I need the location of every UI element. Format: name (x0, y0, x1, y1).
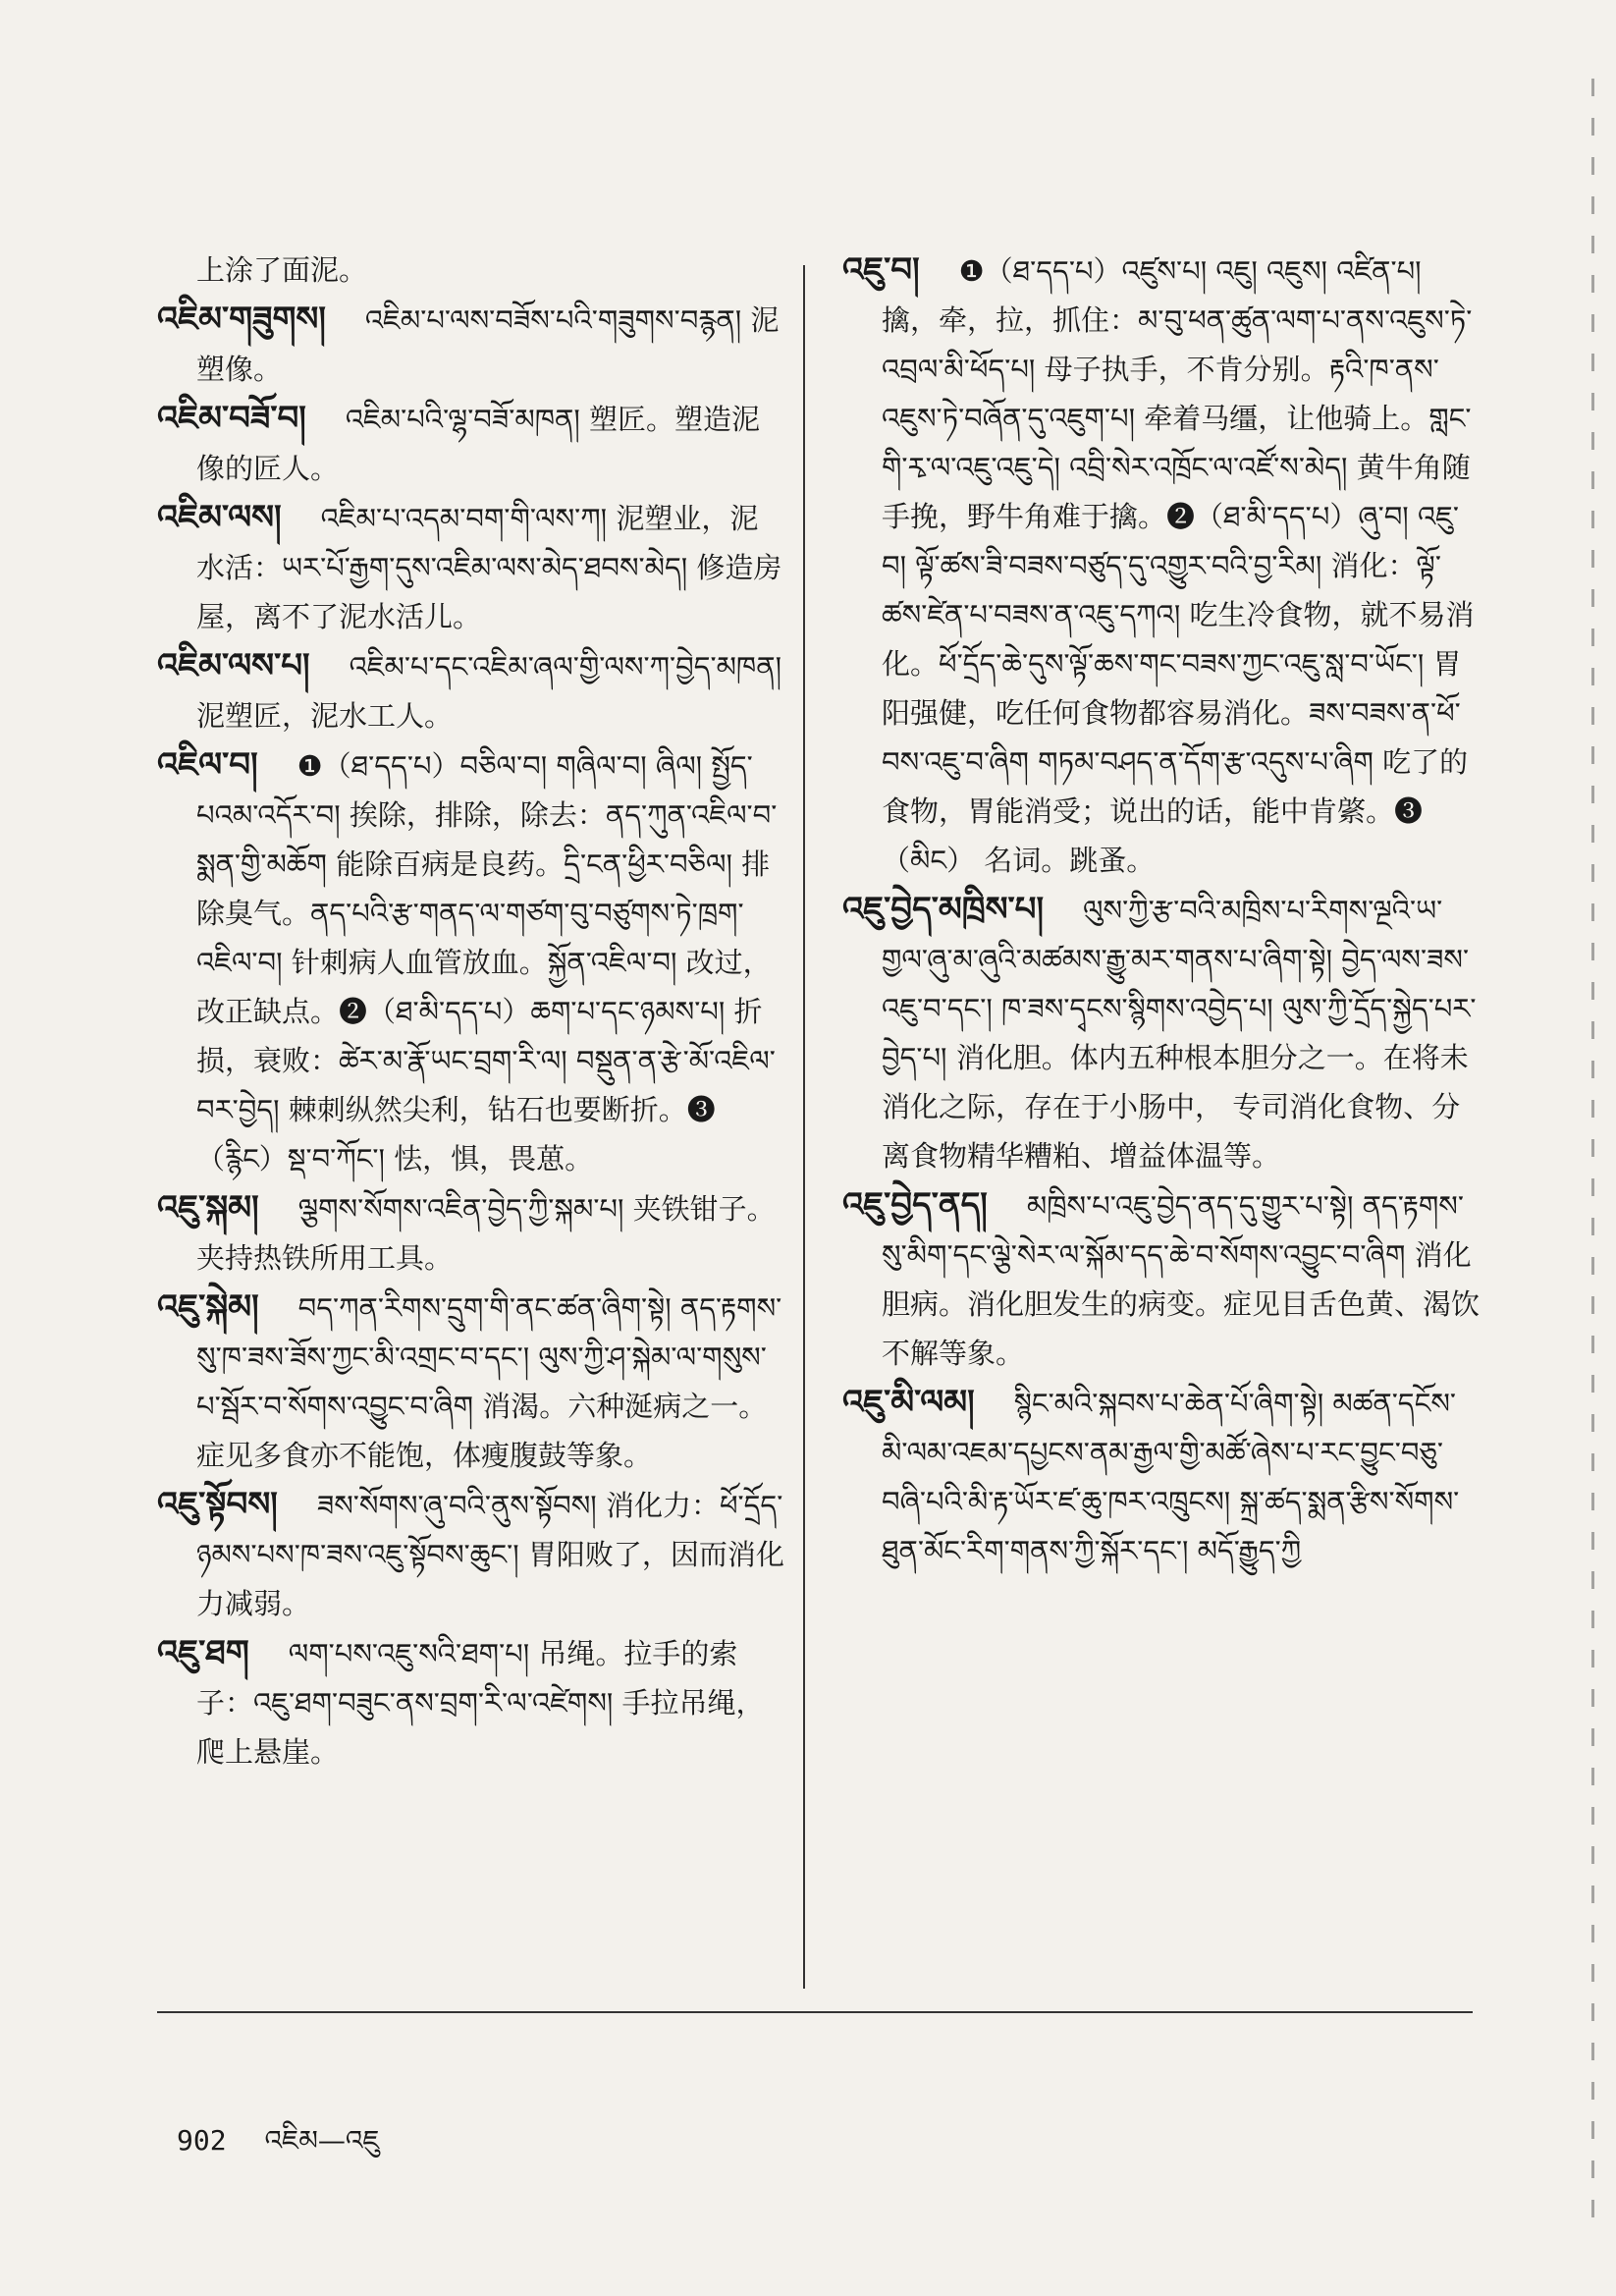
dictionary-entry (842, 885, 1481, 1180)
entry-headword: འཇིམ་ལས་པ། (157, 646, 310, 685)
dictionary-entry (157, 740, 785, 1183)
dictionary-entry (157, 641, 785, 740)
entry-headword: འཇུ་བ། (842, 250, 920, 290)
entry-definition: འཇིམ་པ་དང་འཇིམ་ཞལ་གྱི་ལས་ཀ་བྱེད་མཁན། 泥塑匠，泥水工人。 (196, 650, 782, 733)
dictionary-entry (157, 493, 785, 641)
entry-definition: འཇིམ་པའི་ལྷ་བཟོ་མཁན། 塑匠。塑造泥像的匠人。 (196, 403, 760, 485)
entry-headword: འཇིམ་གཟུགས། (157, 300, 326, 339)
entry-definition: ལྕགས་སོགས་འཇིན་བྱེད་ཀྱི་སྐམ་པ། 夹铁钳子。夹持热铁所用工具。 (196, 1192, 776, 1275)
dictionary-entry (157, 1183, 785, 1283)
entry-headword: འཇུ་སྐེམ། (157, 1287, 259, 1327)
entry-headword: འཇུ་མི་ལམ། (842, 1383, 975, 1422)
page-footer (177, 2109, 380, 2187)
dictionary-entry (157, 1480, 785, 1628)
entry-definition: མཁྲིས་པ་འཇུ་བྱེད་ནད་དུ་གྱུར་པ་སྟེ། ནད་རྟགས་སུ་མིག་དང་ལྕེ་སེར་ལ་སྐོམ་དད་ཆེ་བ་སོགས་འབྱུང་བ་ཞིག 消化胆病。消化胆发生的病变。症见目舌色黄、渴饮不解等象。 (882, 1189, 1481, 1370)
entry-definition: ལུས་ཀྱི་རྩ་བའི་མཁྲིས་པ་རིགས་ལྔའི་ཡ་གྱལ་ཞུ་མ་ཞུའི་མཚམས་རྒྱུ་མར་གནས་པ་ཞིག་སྟེ། བྱེད་ལས་ཟས་འཇུ་བ་དང་། ཁ་ཟས་དྭངས་སྙིགས་འབྱེད་པ། ལུས་ཀྱི་དྲོད་སྐྱེད་པར་བྱེད་པ། 消化胆。体内五种根本胆分之一。在将未消化之际，存在于小肠中， 专司消化食物、分离食物精华糟粕、增益体温等。 (882, 894, 1477, 1173)
dictionary-entry (157, 1283, 785, 1480)
entry-definition: ❶（ཐ་དད་པ）བཅིལ་བ། གཞིལ་བ། ཞིལ། སྤྱོད་པའམ་འདོར་བ། 挨除，排除，除去：ནད་ཀུན་འཇིལ་བ་སྨན་གྱི་མཆོག 能除百病是良药。དྲི་ངན་ཕྱིར་བཅིལ། 排除臭气。ནད་པའི་རྩ་གནད་ལ་གཙག་བུ་བཙུགས་ཏེ་ཁྲག་འཇིལ་བ། 针刺病人血管放血。སྐྱོན་འཇིལ་བ། 改过，改正缺点。❷（ཐ་མི་དད་པ）ཆག་པ་དང་ཉམས་པ། 折损，衰败：ཚེར་མ་རྣོ་ཡང་བྲག་རི་ལ། བསྡུན་ན་རྩེ་མོ་འཇིལ་བར་བྱེད། 棘刺纵然尖利，钻石也要断折。❸（རྙིང）སྡ་བ་ཀོང་། 怯，惧，畏葸。 (196, 749, 778, 1175)
entry-range: འཇིམ—འཇུ (264, 2124, 380, 2157)
entry-headword: འཇུ་སྐམ། (157, 1188, 259, 1228)
entry-definition: བད་ཀན་རིགས་དྲུག་གི་ནང་ཚན་ཞིག་སྟེ། ནད་རྟགས་སུ་ཁ་ཟས་ཟོས་ཀྱང་མི་འགྲང་བ་དང་། ལུས་ཀྱི་ཤ་སྐེམ་ལ་གསུས་པ་སྦོར་བ་སོགས་འབྱུང་བ་ཞིག 消渴。六种涎病之一。症见多食亦不能饱，体瘦腹鼓等象。 (196, 1291, 782, 1472)
entry-headword: འཇུ་བྱེད་མཁྲིས་པ། (842, 890, 1045, 929)
entry-definition: འཇིམ་པ་འདམ་བག་གི་ལས་ཀ། 泥塑业，泥水活：ཡར་པོ་རྒྱག་དུས་འཇིམ་ལས་མེད་ཐབས་མེད། 修造房屋，离不了泥水活儿。 (196, 502, 782, 633)
entry-definition: འཇིམ་པ་ལས་བཟོས་པའི་གཟུགས་བརྙན། 泥塑像。 (196, 303, 780, 386)
page-number: 902 (177, 2124, 227, 2157)
column-divider (803, 265, 805, 1989)
entry-headword: འཇིལ་བ། (157, 745, 258, 785)
dictionary-entry (842, 1180, 1481, 1378)
scan-edge-marks (1591, 79, 1594, 2239)
footer-rule (157, 2011, 1473, 2013)
dictionary-entry (157, 295, 785, 394)
entry-definition: 上涂了面泥。 (196, 253, 368, 287)
dictionary-entry (157, 1628, 785, 1777)
dictionary-entry (842, 1378, 1481, 1575)
dictionary-entry (842, 246, 1481, 885)
entry-definition: སྙིང་མའི་སྐབས་པ་ཆེན་པོ་ཞིག་སྟེ། མཚན་དངོས་མི་ལམ་འཇམ་དཔྱངས་ནམ་རྒྱལ་གྱི་མཚོ་ཞེས་པ་རང་བྱུང་བཅུ་བཞི་པའི་མི་རྟ་ཡོར་ཛ་ཆུ་ཁར་འཁྲུངས། སྐྲ་ཚད་སྨན་རྩིས་སོགས་ཐུན་མོང་རིག་གནས་ཀྱི་སྐོར་དང་། མདོ་རྒྱུད་ཀྱི (882, 1387, 1460, 1567)
entry-headword: འཇུ་བྱེད་ནད། (842, 1185, 988, 1225)
right-column (842, 246, 1481, 1575)
entry-definition: ལག་པས་འཇུ་སའི་ཐག་པ། 吊绳。拉手的索子：འཇུ་ཐག་བཟུང་ནས་བྲག་རི་ལ་འཛེགས། 手拉吊绳，爬上悬崖。 (196, 1637, 765, 1769)
dictionary-entry (157, 394, 785, 493)
entry-definition: ❶（ཐ་དད་པ）འཛུས་པ། འཇུ། འཇུས། འཛིན་པ། 擒，牵，拉，抓住：མ་བུ་ཕན་ཚུན་ལག་པ་ནས་འཇུས་ཏེ་འབྲལ་མི་ཕོད་པ། 母子执手，不肯分别。རྟའི་ཁ་ནས་འཇུས་ཏེ་བཞོན་དུ་འཇུག་པ། 牵着马缰，让他骑上。གླང་གི་རྭ་ལ་འཇུ་འཇུ་དེ། འབྲི་སེར་འཁྲོང་ལ་འཛོ་ས་མེད། 黄牛角随手挽，野牛角难于擒。❷（ཐ་མི་དད་པ）ཞུ་བ། འཇུ་བ། ལྟོ་ཚས་ཟི་བཟས་བཙུད་དུ་འགྱུར་བའི་བྱ་རིམ། 消化：ལྟོ་ཚས་ཛེན་པ་བཟས་ན་འཇུ་དཀའ། 吃生冷食物，就不易消化。ཕོ་དྲོད་ཆེ་དུས་ལྟོ་ཆས་གང་བཟས་ཀྱང་འཇུ་སླ་བ་ཡོང་། 胃阳强健，吃任何食物都容易消化。ཟས་བཟས་ན་ཕོ་བས་འཇུ་བ་ཞིག གཏམ་བཤད་ན་དོག་རྩ་འདུས་པ་ཞིག 吃了的食物，胃能消受；说出的话，能中肯綮。❸（མིང） 名词。跳蚤。 (882, 254, 1475, 877)
entry-headword: འཇིམ་བཟོ་བ། (157, 399, 306, 438)
entry-definition: ཟས་སོགས་ཞུ་བའི་ནུས་སྟོབས། 消化力：ཕོ་དྲོད་ཉམས་པས་ཁ་ཟས་འཇུ་སྟོབས་ཆུང་། 胃阳败了，因而消化力减弱。 (196, 1489, 784, 1620)
entry-headword: འཇུ་ཐག (157, 1633, 249, 1672)
left-column (157, 246, 785, 1777)
dictionary-entry (157, 246, 785, 295)
entry-headword: འཇུ་སྟོབས། (157, 1485, 278, 1524)
entry-headword: འཇིམ་ལས། (157, 498, 282, 537)
